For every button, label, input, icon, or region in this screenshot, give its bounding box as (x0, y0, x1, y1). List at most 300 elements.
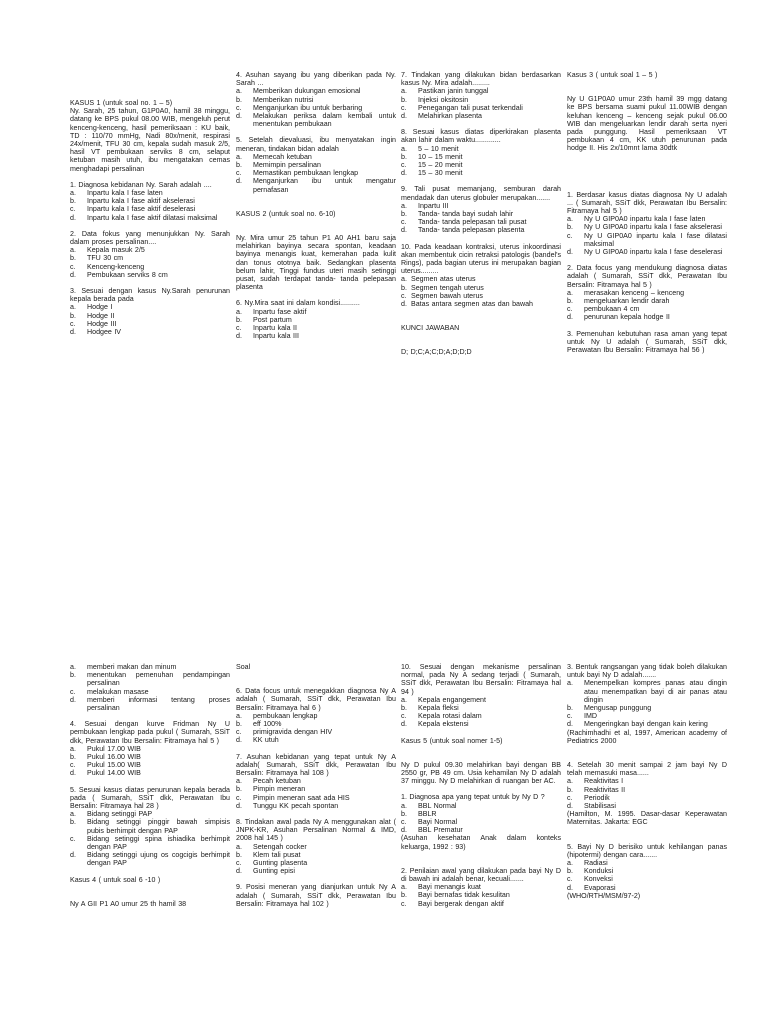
option-letter: d. (236, 736, 242, 745)
answer-option (70, 205, 230, 213)
option-text: Hodge III (87, 319, 117, 328)
option-letter: a. (567, 215, 573, 224)
question-3-1-options (567, 215, 727, 256)
option-letter: c. (236, 103, 242, 112)
option-letter: b. (236, 720, 242, 729)
option-text: 15 – 30 menit (418, 169, 463, 178)
answer-option (236, 802, 396, 810)
option-letter: d. (236, 332, 242, 341)
option-letter: c. (236, 169, 242, 178)
option-letter: c. (567, 875, 573, 884)
question-4-options (236, 87, 396, 128)
question-10-options (401, 275, 561, 308)
option-text: Pimpin meneran saat ada HIS (253, 793, 350, 802)
answer-option (567, 802, 727, 810)
option-text: Inpartu kala III (253, 332, 299, 341)
option-letter: b. (70, 197, 76, 206)
question-10: 10. Pada keadaan kontraksi, uterus inkoordinasi akan membentuk cicin retraksi patologis (bandel's Rings), pada bagian uterus ini merupakan bagian uterus......... (401, 242, 561, 276)
option-text: Bayi bernafas tidak kesulitan (418, 891, 510, 900)
option-text: Stabilisasi (584, 802, 616, 811)
question-3-1: 1. Berdasar kasus diatas diagnosa Ny U adalah ... ( Sumarah, SSiT dkk, Perawatan Ibu Bersalin: Fitramaya hal 5 ) (567, 190, 727, 216)
question-5-3: 3. Bentuk rangsangan yang tidak boleh dilakukan untuk bayi Ny D adalah....... (567, 663, 727, 680)
option-text: Inpartu kala I fase aktif akselerasi (87, 197, 195, 206)
option-text: memberi makan dan minum (87, 663, 177, 671)
question-5-1: 1. Diagnosa apa yang tepat untuk by Ny D ? (401, 793, 545, 802)
option-letter: a. (401, 87, 407, 96)
question-5-options (236, 153, 396, 194)
option-text: Menganjurkan ibu untuk berbaring (253, 103, 363, 112)
answer-option (236, 112, 396, 128)
answer-option (567, 720, 727, 728)
case-3-title: Kasus 3 ( untuk soal 1 – 5 ) (567, 71, 658, 79)
option-letter: d. (401, 112, 407, 121)
option-text: Kenceng-kenceng (87, 262, 145, 271)
option-letter: b. (567, 223, 573, 232)
question-7: 7. Tindakan yang dilakukan bidan berdasarkan kasus Ny. Mira adalah......... (401, 71, 561, 88)
option-text: Menganjurkan ibu untuk mengatur pernafasan (253, 177, 396, 194)
answer-option (70, 753, 230, 761)
question-3: 3. Sesuai dengan kasus Ny.Sarah penurunan kepala berada pada (70, 287, 230, 304)
answer-option (401, 210, 561, 218)
case-1-title: KASUS 1 (untuk soal no. 1 – 5) (70, 99, 173, 107)
answer-option (401, 226, 561, 234)
answer-option (70, 271, 230, 279)
answer-option (401, 161, 561, 169)
answer-option (401, 87, 561, 95)
option-letter: c. (401, 291, 407, 300)
answer-option (236, 712, 396, 720)
option-letter: b. (401, 891, 407, 900)
answer-option (567, 289, 727, 297)
case-5-title: Kasus 5 (untuk soal nomer 1-5) (401, 736, 503, 745)
option-text: Bayi bergerak dengan aktif (418, 899, 504, 908)
question-3-5-options (70, 810, 230, 867)
case-2-text: Ny. Mira umur 25 tahun P1 A0 AH1 baru saja melahirkan bayinya secara spontan, keadaan bayinya menangis kuat, kemerahan pada kulit dan tonus ototnya baik. Sedangkan plasenta belum lahir, Tinggi fundus uteri masih setinggi pusat, sudah terdapat tanda- tanda pelepasan plasenta (236, 234, 396, 292)
option-text: Memberikan nutrisi (253, 95, 314, 104)
option-letter: a. (70, 744, 76, 753)
option-text: Melahirkan plasenta (418, 112, 482, 121)
answer-option (401, 112, 561, 120)
answer-option (567, 232, 727, 248)
option-text: Hodgee IV (87, 328, 122, 337)
option-text: Inpartu kala I fase laten (87, 189, 163, 198)
option-letter: c. (401, 103, 407, 112)
answer-option (567, 777, 727, 785)
answer-option (70, 254, 230, 262)
option-text: Tanda- tanda bayi sudah lahir (418, 210, 514, 219)
option-letter: a. (401, 883, 407, 892)
option-letter: c. (70, 319, 76, 328)
option-text: Inpartu fase aktif (253, 307, 307, 316)
question-3-options (70, 303, 230, 336)
option-text: 5 – 10 menit (418, 144, 459, 153)
answer-option (236, 104, 396, 112)
option-letter: b. (567, 704, 573, 713)
option-text: Ny U GIP0A0 inpartu kala I fase laten (584, 215, 706, 224)
option-letter: a. (567, 777, 573, 786)
option-letter: b. (567, 867, 573, 876)
option-letter: a. (70, 810, 76, 819)
answer-option (236, 859, 396, 867)
answer-option (567, 679, 727, 704)
option-letter: d. (401, 300, 407, 309)
option-letter: b. (236, 850, 242, 859)
option-text: Konveksi (584, 875, 613, 884)
option-text: Tunggu KK pecah spontan (253, 801, 339, 810)
answer-option (70, 810, 230, 818)
option-letter: a. (236, 711, 242, 720)
answer-option (236, 777, 396, 785)
option-letter: c. (401, 818, 407, 827)
option-letter: d. (70, 851, 76, 860)
option-text: Pastikan janin tunggal (418, 87, 489, 96)
option-text: Pimpin meneran (253, 785, 306, 794)
option-text: Bidang setinggi spina ishiadika berhimpit dengan PAP (87, 834, 230, 852)
answer-option (70, 745, 230, 753)
option-text: Memimpin persalinan (253, 161, 321, 170)
question-5-2-options (401, 883, 561, 908)
option-text: Pukul 15.00 WIB (87, 761, 141, 770)
answer-option (567, 305, 727, 313)
option-letter: b. (567, 785, 573, 794)
answer-option (401, 883, 561, 891)
column-case-4 (236, 663, 396, 916)
option-text: Memberikan dukungan emosional (253, 87, 361, 96)
question-5-3-options (567, 679, 727, 728)
option-letter: c. (236, 324, 242, 333)
question-5-2: 2. Penilaian awal yang dilakukan pada bayi Ny D di bawah ini adalah benar, kecuali....... (401, 866, 561, 884)
option-letter: c. (567, 712, 573, 721)
answer-option (567, 215, 727, 223)
question-4-6-options (236, 712, 396, 745)
option-text: penurunan kepala hodge II (584, 313, 670, 322)
option-text: menentukan pemenuhan pendampingan persalinan (87, 671, 230, 688)
option-letter: b. (236, 95, 242, 104)
option-letter: d. (236, 112, 242, 121)
column-case-1-continued (236, 71, 396, 348)
question-3-2: 2. Data focus yang mendukung diagnosa diatas adalah ( Sumarah, SSiT dkk, Perawatan Ibu Bersalin: Fitramaya hal 5 ) (567, 264, 727, 289)
question-2-options (70, 246, 230, 279)
option-letter: c. (70, 761, 76, 770)
option-text: Batas antara segmen atas dan bawah (411, 300, 533, 309)
option-letter: c. (567, 305, 573, 314)
option-text: Bidang setinggi ujung os cogcigis berhimpit dengan PAP (87, 851, 230, 868)
option-text: Ny U GIP0A0 inpartu kala I fase dilatasi maksimal (584, 231, 727, 248)
answer-key-title: KUNCI JAWABAN (401, 324, 460, 333)
case-4-text: Ny A GII P1 A0 umur 25 th hamil 38 (70, 899, 187, 908)
option-text: BBLR (418, 809, 437, 818)
answer-option (70, 688, 230, 696)
column-case-3-continued (70, 663, 230, 916)
option-letter: a. (401, 275, 407, 284)
answer-option (567, 248, 727, 256)
column-case-3 (567, 71, 727, 362)
question-3-3-options (70, 663, 230, 712)
option-text: IMD (584, 712, 598, 721)
option-text: Ny U GIP0A0 inpartu kala I fase deselerasi (584, 248, 723, 257)
option-letter: b. (401, 210, 407, 219)
case-1-text: Ny. Sarah, 25 tahun, G1P0A0, hamil 38 minggu, datang ke BPS pukul 08.00 WIB, mengeluh perut kenceng-kenceng, hasil pemeriksaan : KU baik, TD : 110/70 mmHg, Nadi 80x/menit, respirasi 24x/menit, TFU 30 cm, kepala sudah masuk 2/5, hasil VT pembukaan serviks 8 cm, selaput ketuban masih utuh, ibu mengatakan cemas menghadapi persalinan (70, 107, 230, 173)
question-4: 4. Asuhan sayang ibu yang diberikan pada Ny. Sarah ... (236, 71, 396, 88)
answer-option (70, 214, 230, 222)
answer-option (567, 794, 727, 802)
question-5-4-options (567, 777, 727, 810)
option-text: Gunting episi (253, 867, 295, 876)
option-text: Pukul 17.00 WIB (87, 744, 141, 753)
option-text: Segmen bawah uterus (411, 291, 483, 300)
answer-option (236, 867, 396, 875)
option-text: Radiasi (584, 859, 608, 868)
option-letter: d. (401, 826, 407, 835)
answer-option (236, 324, 396, 332)
option-text: Pukul 14.00 WIB (87, 769, 141, 778)
answer-option (401, 275, 561, 283)
answer-option (70, 671, 230, 687)
option-text: Penegangan tali pusat terkendali (418, 103, 523, 112)
option-letter: a. (236, 307, 242, 316)
case-4-title: Kasus 4 ( untuk soal 6 -10 ) (70, 875, 161, 884)
option-letter: d. (70, 270, 76, 279)
option-letter: c. (70, 834, 76, 843)
option-text: Kepala engangement (418, 695, 486, 704)
option-letter: a. (401, 144, 407, 153)
option-text: Konduksi (584, 867, 614, 876)
option-text: Memastikan pembukaan lengkap (253, 169, 359, 178)
column-case-2-continued (401, 71, 561, 365)
option-text: Kepala rotasi dalam (418, 712, 482, 721)
option-letter: a. (70, 189, 76, 198)
question-3-5: 5. Sesuai kasus diatas penurunan kepala berada pada ( Sumarah, SSiT dkk, Perawatan Ibu Bersalin: Fitramaya hal 28 ) (70, 785, 230, 811)
answer-option (70, 835, 230, 851)
question-5-3-reference: (Rachimhadhi et al, 1997, American academy of Pediatrics 2000 (567, 728, 727, 745)
answer-option (70, 312, 230, 320)
option-letter: a. (401, 801, 407, 810)
answer-option (567, 313, 727, 321)
option-text: Kepala fleksi (418, 704, 459, 713)
answer-option (70, 761, 230, 769)
option-text: Inpartu III (418, 201, 449, 210)
option-letter: b. (236, 315, 242, 324)
answer-option (401, 810, 561, 818)
option-letter: a. (70, 246, 76, 255)
case-3-text: Ny U G1P0A0 umur 23th hamil 39 mgg datang ke BPS bersama suami pukul 11.00WIB dengan keluhan kenceng – kenceng sejak pukul 06.00 WIB dan mengeluarkan lendir darah serta nyeri pada punggung. Hasil pemeriksaan VT pembukaan 4 cm, KK utuh penurunan pada hodge II. His 2x/10mnt lama 30dtk (567, 95, 727, 153)
answer-option (236, 87, 396, 95)
option-letter: c. (567, 793, 573, 802)
question-4-7-options (236, 777, 396, 810)
answer-option (401, 218, 561, 226)
answer-option (567, 875, 727, 883)
question-3-2-options (567, 289, 727, 322)
answer-option (401, 153, 561, 161)
question-4-10-options (401, 696, 561, 729)
option-text: Ny U GIP0A0 inpartu kala I fase akselerasi (584, 223, 722, 232)
question-8: 8. Sesuai kasus diatas diperkirakan plasenta akan lahir dalam waktu............. (401, 128, 561, 145)
option-letter: d. (567, 248, 573, 257)
option-letter: b. (401, 809, 407, 818)
answer-option (70, 263, 230, 271)
option-letter: c. (70, 687, 76, 696)
option-text: Evaporasi (584, 883, 616, 892)
answer-option (70, 818, 230, 834)
question-5-5-reference: (WHO/RTH/MSM/97-2) (567, 891, 641, 900)
option-text: mengeluarkan lendir darah (584, 297, 670, 306)
answer-option (70, 197, 230, 205)
option-text: Bidang setinggi PAP (87, 810, 153, 819)
question-4-9: 9. Posisi meneran yang dianjurkan untuk Ny A adalah ( Sumarah, SSiT dkk, Perawatan Ibu Bersalin: Fitramaya hal 102 ) (236, 883, 396, 908)
option-letter: d. (70, 769, 76, 778)
option-letter: d. (567, 720, 573, 729)
question-4-10: 10. Sesuai dengan mekanisme persalinan normal, pada Ny A sedang terjadi ( Sumarah, SSiT dkk, Perawatan Ibu Bersalin: Fitramaya hal 94 ) (401, 663, 561, 696)
question-6-options (236, 308, 396, 341)
option-text: Bayi menangis kuat (418, 883, 481, 892)
question-5-1-reference: (Asuhan kesehatan Anak dalam konteks keluarga, 1992 : 93) (401, 834, 561, 851)
option-letter: d. (70, 328, 76, 337)
option-letter: b. (70, 311, 76, 320)
option-letter: a. (236, 87, 242, 96)
question-5-4-reference: (Hamilton, M. 1995. Dasar-dasar Keperawatan Maternitas. Jakarta: EGC (567, 810, 727, 827)
option-letter: a. (567, 859, 573, 868)
option-text: Segmen tengah uterus (411, 283, 484, 292)
option-text: Kepala masuk 2/5 (87, 246, 145, 255)
answer-option (401, 300, 561, 308)
answer-option (70, 303, 230, 311)
answer-option (401, 169, 561, 177)
option-text: eff 100% (253, 720, 282, 729)
question-3-3: 3. Pemenuhan kebutuhan rasa aman yang tepat untuk Ny U adalah ( Sumarah, SSiT dkk, Perawatan Ibu Bersalin: Fitramaya hal 56 ) (567, 329, 727, 355)
option-text: Mengusap punggung (584, 704, 652, 713)
answer-option (236, 720, 396, 728)
option-letter: c. (401, 712, 407, 721)
option-letter: b. (401, 152, 407, 161)
question-6: 6. Ny.Mira saat ini dalam kondisi.......... (236, 299, 360, 308)
option-letter: d. (236, 867, 242, 876)
option-text: Hodge I (87, 303, 113, 312)
option-letter: b. (401, 283, 407, 292)
option-letter: c. (236, 859, 242, 868)
option-text: Klem tali pusat (253, 850, 301, 859)
option-text: Segmen atas uterus (411, 275, 476, 284)
answer-option (567, 712, 727, 720)
option-letter: b. (70, 254, 76, 263)
answer-option (236, 736, 396, 744)
answer-option (70, 246, 230, 254)
column-case-5 (401, 663, 561, 916)
answer-option (567, 884, 727, 892)
answer-option (401, 826, 561, 834)
option-letter: b. (567, 297, 573, 306)
option-text: merasakan kenceng – kenceng (584, 288, 685, 297)
answer-option (236, 161, 396, 169)
question-5-1-options (401, 802, 561, 835)
option-text: 10 – 15 menit (418, 152, 463, 161)
question-4-7: 7. Asuhan kebidanan yang tepat untuk Ny A adalah( Sumarah, SSiT dkk, Perawatan Ibu Bersalin: Fitramaya hal 108 ) (236, 752, 396, 778)
option-text: pembukaan 4 cm (584, 305, 640, 314)
option-letter: b. (70, 753, 76, 762)
option-letter: c. (236, 793, 242, 802)
question-3-4: 4. Sesuai dengan kurve Fridman Ny U pembukaan lengkap pada pukul ( Sumarah, SSiT dkk, Perawatan Ibu Bersalin: Fitramaya hal 5 ) (70, 720, 230, 745)
answer-option (236, 785, 396, 793)
option-letter: b. (70, 671, 76, 680)
option-text: Menempelkan kompres panas atau dingin atau menempatkan bayi di air panas atau dingin (584, 679, 727, 704)
answer-option (401, 720, 561, 728)
option-letter: a. (236, 842, 242, 851)
question-1-options (70, 189, 230, 222)
answer-option (70, 663, 230, 671)
option-text: Bayi Normal (418, 818, 458, 827)
question-8-options (401, 145, 561, 178)
option-text: Gunting plasenta (253, 859, 308, 868)
option-letter: d. (401, 226, 407, 235)
option-text: primigravida dengan HIV (253, 728, 333, 737)
option-text: Inpartu kala I fase aktif dilatasi maksimal (87, 213, 218, 222)
question-7-options (401, 87, 561, 120)
option-letter: a. (236, 777, 242, 786)
option-text: Bidang setinggi pinggir bawah simpisis pubis berhimpit dengan PAP (87, 818, 230, 835)
option-letter: d. (567, 883, 573, 892)
option-letter: a. (70, 663, 76, 671)
answer-option (401, 712, 561, 720)
option-letter: d. (70, 213, 76, 222)
answer-option (236, 96, 396, 104)
option-text: Pecah ketuban (253, 777, 301, 786)
answer-option (401, 900, 561, 908)
option-text: Tanda- tanda pelepasan tali pusat (418, 218, 527, 227)
option-letter: d. (567, 313, 573, 322)
answer-option (401, 891, 561, 899)
question-5-4: 4. Setelah 30 menit sampai 2 jam bayi Ny D telah memasuki masa...... (567, 761, 727, 778)
option-text: Injeksi oksitosin (418, 95, 469, 104)
question-5-5: 5. Bayi Ny D berisiko untuk kehilangan panas (hipotermi) dengan cara....... (567, 842, 727, 859)
option-letter: b. (401, 704, 407, 713)
answer-option (236, 177, 396, 193)
option-text: pembukaan lengkap (253, 711, 318, 720)
answer-option (567, 297, 727, 305)
option-text: Reaktivitas I (584, 777, 624, 786)
answer-option (70, 851, 230, 867)
option-letter: a. (236, 152, 242, 161)
answer-option (401, 145, 561, 153)
option-text: Kepala ekstensi (418, 720, 469, 729)
answer-option (401, 802, 561, 810)
option-letter: b. (70, 818, 76, 827)
answer-option (236, 169, 396, 177)
option-letter: d. (567, 802, 573, 811)
question-4-6: 6. Data focus untuk menegakkan diagnosa Ny A adalah ( Sumarah, SSiT dkk, Perawatan Ibu Bersalin: Fitramaya hal 6 ) (236, 687, 396, 712)
answer-option (401, 202, 561, 210)
answer-option (401, 704, 561, 712)
option-letter: c. (70, 205, 76, 214)
option-text: melakukan masase (87, 687, 149, 696)
option-letter: d. (401, 169, 407, 178)
option-text: Reaktivitas II (584, 785, 626, 794)
option-text: Inpartu kala I fase aktif deselerasi (87, 205, 196, 214)
answer-option (401, 696, 561, 704)
answer-option (70, 769, 230, 777)
answer-option (401, 292, 561, 300)
option-letter: c. (567, 231, 573, 240)
option-text: Memecah ketuban (253, 152, 312, 161)
option-text: Post partum (253, 315, 292, 324)
option-text: Setengah cocker (253, 842, 307, 851)
answer-option (401, 96, 561, 104)
answer-option (70, 328, 230, 336)
option-text: BBL Normal (418, 801, 457, 810)
option-letter: c. (236, 728, 242, 737)
answer-option (401, 284, 561, 292)
answer-option (567, 223, 727, 231)
option-text: memberi informasi tentang proses persalinan (87, 695, 230, 713)
option-text: Pukul 16.00 WIB (87, 753, 141, 762)
